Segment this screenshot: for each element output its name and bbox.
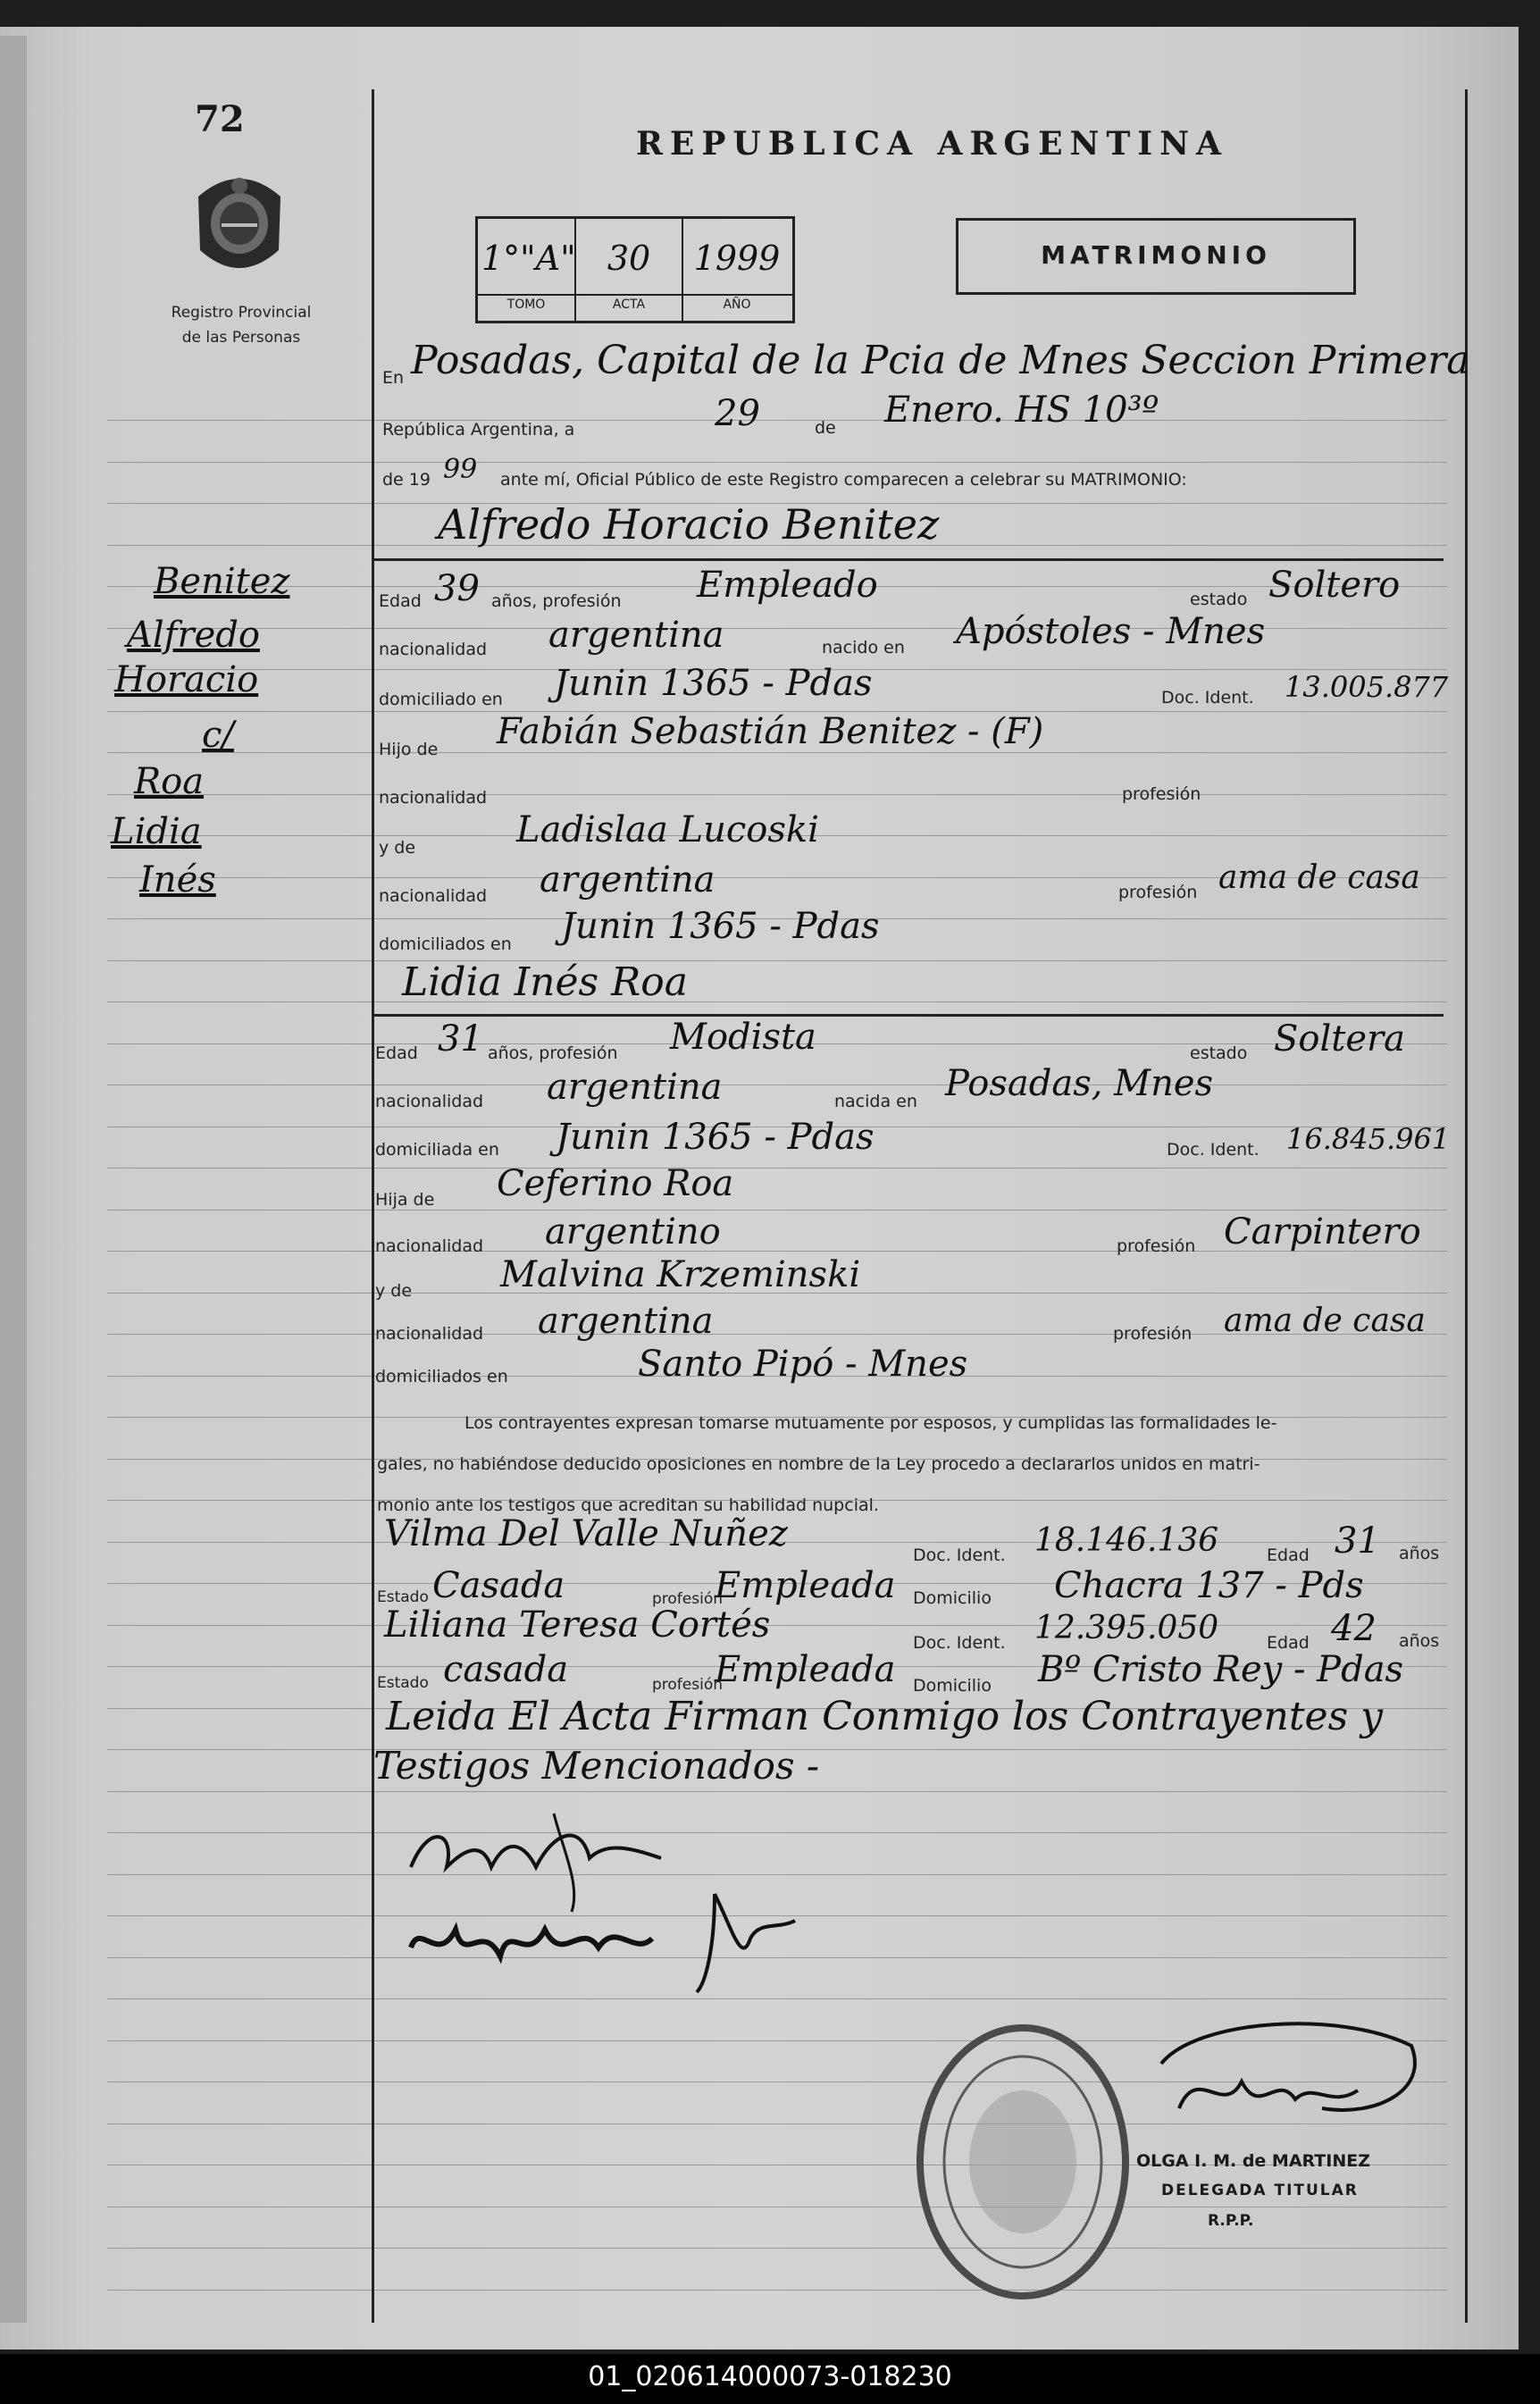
bride-nacionalidad: argentina	[547, 1067, 723, 1108]
witness-2-domicilio: Bº Cristo Rey - Pdas	[1038, 1649, 1404, 1690]
bride-madre: Malvina Krzeminski	[500, 1254, 861, 1295]
witness-1-anos-label: años	[1399, 1544, 1440, 1563]
margin-name: Lidia	[111, 811, 202, 852]
legal-text-line-2: gales, no habiéndose deducido oposiciones en nombre de la Ley procedo a declararlos unidos en matri-	[377, 1454, 1260, 1474]
witness-2-doc: 12.395.050	[1034, 1610, 1219, 1646]
groom-yde-label: y de	[379, 838, 416, 858]
record-box	[475, 216, 795, 323]
groom-nac-madre-label: nacionalidad	[379, 886, 488, 906]
bride-domicilio-label: domiciliada en	[375, 1140, 499, 1160]
witness-1-domicilio: Chacra 137 - Pds	[1054, 1565, 1364, 1606]
groom-edad: 39	[434, 568, 480, 609]
bride-domicilio: Junin 1365 - Pdas	[556, 1117, 875, 1158]
witness-1-name: Vilma Del Valle Nuñez	[384, 1513, 788, 1554]
legal-text-line-1: Los contrayentes expresan tomarse mutuamente por esposos, y cumplidas las formalidades le-	[465, 1413, 1277, 1433]
margin-name: Roa	[134, 761, 205, 802]
bride-dom-padres: Santo Pipó - Mnes	[638, 1344, 968, 1385]
act-type: MATRIMONIO	[1041, 240, 1271, 270]
year-prefix: de 19	[382, 470, 431, 490]
groom-domicilio: Junin 1365 - Pdas	[554, 663, 873, 704]
bride-nac-madre-label: nacionalidad	[375, 1324, 484, 1344]
coat-of-arms-icon	[189, 161, 289, 286]
groom-nacionalidad-label: nacionalidad	[379, 640, 488, 659]
contracting-parties-signatures	[375, 1796, 875, 2010]
official-signature	[1143, 2010, 1429, 2144]
bride-nacionalidad-label: nacionalidad	[375, 1092, 484, 1111]
ruled-line	[107, 462, 1447, 463]
witness-2-edad-label: Edad	[1267, 1633, 1310, 1653]
ruled-line	[107, 1625, 1447, 1626]
witness-1-edad-label: Edad	[1267, 1545, 1310, 1565]
filename-bar	[0, 2354, 1540, 2404]
filename: 01_020614000073-018230	[588, 2361, 952, 2392]
record-box-label-rule	[478, 294, 792, 296]
official-title: DELEGADA TITULAR	[1161, 2182, 1359, 2199]
groom-nacionalidad: argentina	[548, 615, 724, 656]
ruled-line	[107, 752, 1447, 753]
bride-anos-profesion-label: años, profesión	[488, 1043, 618, 1063]
official-office: R.P.P.	[1208, 2212, 1254, 2230]
witness-1-profesion: Empleada	[715, 1565, 896, 1606]
bride-padre: Ceferino Roa	[497, 1163, 734, 1204]
closing-line-1: Leida El Acta Firman Conmigo los Contrayentes y	[386, 1694, 1384, 1739]
groom-nacido: Apóstoles - Mnes	[956, 611, 1266, 652]
groom-name: Alfredo Horacio Benitez	[438, 500, 940, 549]
republic-label: República Argentina, a	[382, 420, 575, 440]
bride-doc: 16.845.961	[1286, 1122, 1451, 1156]
ruled-line	[107, 420, 1447, 421]
witness-2-estado-label: Estado	[377, 1674, 429, 1692]
groom-hijo-label: Hijo de	[379, 740, 439, 759]
groom-doc-label: Doc. Ident.	[1161, 688, 1254, 708]
witness-1-edad: 31	[1335, 1520, 1380, 1562]
bride-doc-label: Doc. Ident.	[1167, 1140, 1260, 1160]
margin-name: c/	[202, 715, 234, 756]
right-border	[1465, 89, 1468, 2323]
tomo-value: 1°"A"	[481, 239, 576, 278]
country-title: REPUBLICA ARGENTINA	[636, 125, 1228, 163]
margin-name: Inés	[139, 859, 216, 900]
ruled-line	[107, 1001, 1447, 1002]
legal-text-line-3: monio ante los testigos que acreditan su habilidad nupcial.	[377, 1495, 879, 1515]
bride-prof-madre-label: profesión	[1113, 1324, 1193, 1344]
ruled-line	[107, 2290, 1447, 2291]
groom-madre: Ladislaa Lucoski	[516, 809, 819, 850]
witness-1-profesion-label: profesión	[652, 1590, 724, 1608]
witness-2-anos-label: años	[1399, 1631, 1440, 1651]
witness-2-estado: casada	[443, 1649, 569, 1690]
witness-2-name: Liliana Teresa Cortés	[384, 1604, 771, 1646]
groom-anos-profesion-label: años, profesión	[491, 591, 622, 611]
tomo-label: TOMO	[506, 297, 546, 312]
registry-line-1: Registro Provincial	[171, 304, 312, 322]
bride-nacida: Posadas, Mnes	[945, 1063, 1214, 1104]
ano-label: AÑO	[723, 297, 751, 312]
bride-nacida-label: nacida en	[834, 1092, 917, 1111]
groom-estado-label: estado	[1190, 590, 1248, 609]
groom-dom-padres: Junin 1365 - Pdas	[561, 906, 880, 947]
ano-value: 1999	[693, 239, 781, 278]
bride-prof-madre: ama de casa	[1224, 1303, 1426, 1339]
margin-name: Benitez	[154, 561, 290, 602]
groom-section-divider	[372, 558, 1444, 561]
witness-2-doc-label: Doc. Ident.	[913, 1633, 1006, 1653]
act-type-box	[956, 218, 1356, 295]
year-suffix: 99	[443, 454, 478, 485]
bride-estado: Soltera	[1274, 1018, 1405, 1060]
groom-profesion: Empleado	[697, 565, 878, 606]
bride-prof-padre-label: profesión	[1117, 1236, 1196, 1256]
groom-nac-madre: argentina	[540, 859, 716, 900]
bride-nac-padre: argentino	[545, 1211, 721, 1252]
intro-month-time: Enero. HS 10³º	[884, 389, 1159, 431]
bride-yde-label: y de	[375, 1281, 413, 1301]
groom-prof-madre-label: profesión	[1118, 883, 1198, 902]
bride-profesion: Modista	[670, 1017, 816, 1058]
groom-nacido-label: nacido en	[822, 638, 905, 658]
groom-edad-label: Edad	[379, 591, 422, 611]
groom-prof-madre: ama de casa	[1218, 859, 1420, 896]
groom-domicilio-label: domiciliado en	[379, 690, 503, 709]
witness-1-domicilio-label: Domicilio	[913, 1588, 992, 1608]
witness-1-doc-label: Doc. Ident.	[913, 1545, 1006, 1565]
witness-2-edad: 42	[1331, 1608, 1377, 1649]
acta-label: ACTA	[612, 297, 646, 312]
official-seal-icon	[911, 2019, 1134, 2305]
ruled-line	[107, 960, 1447, 961]
bride-estado-label: estado	[1190, 1043, 1248, 1063]
ruled-line	[107, 794, 1447, 795]
margin-name: Horacio	[114, 659, 259, 700]
declaration-text: ante mí, Oficial Público de este Registro comparecen a celebrar su MATRIMONIO:	[500, 470, 1187, 490]
groom-prof-padre-label: profesión	[1122, 784, 1201, 804]
groom-dom-padres-label: domiciliados en	[379, 934, 512, 954]
ruled-line	[107, 2248, 1447, 2249]
registry-line-2: de las Personas	[181, 329, 301, 347]
witness-2-domicilio-label: Domicilio	[913, 1676, 992, 1696]
bride-dom-padres-label: domiciliados en	[375, 1367, 508, 1386]
margin-name: Alfredo	[127, 615, 260, 656]
groom-doc: 13.005.877	[1285, 670, 1449, 704]
witness-1-estado: Casada	[432, 1565, 565, 1606]
acta-value: 30	[607, 239, 651, 278]
groom-padre: Fabián Sebastián Benitez - (F)	[497, 711, 1044, 752]
bride-nac-padre-label: nacionalidad	[375, 1236, 484, 1256]
bride-name: Lidia Inés Roa	[402, 959, 688, 1005]
page-binding-edge	[0, 36, 27, 2323]
bride-nac-madre: argentina	[538, 1301, 714, 1342]
official-name: OLGA I. M. de MARTINEZ	[1136, 2151, 1370, 2171]
witness-1-doc: 18.146.136	[1034, 1522, 1219, 1559]
groom-estado: Soltero	[1268, 565, 1401, 606]
closing-line-2: Testigos Mencionados -	[373, 1744, 820, 1788]
intro-place: Posadas, Capital de la Pcia de Mnes Seccion Primera	[411, 338, 1470, 383]
witness-1-estado-label: Estado	[377, 1588, 429, 1606]
ruled-line	[107, 1791, 1447, 1792]
groom-nac-padre-label: nacionalidad	[379, 788, 488, 808]
de-label: de	[815, 418, 836, 438]
intro-day: 29	[715, 393, 760, 434]
bride-prof-padre: Carpintero	[1224, 1211, 1421, 1252]
page-number: 72	[195, 98, 245, 140]
bride-edad: 31	[438, 1018, 483, 1060]
bride-edad-label: Edad	[375, 1043, 418, 1063]
witness-2-profesion: Empleada	[715, 1649, 896, 1690]
witness-2-profesion-label: profesión	[652, 1676, 724, 1694]
bride-section-divider	[372, 1014, 1444, 1017]
en-label: En	[382, 368, 405, 388]
bride-hija-label: Hija de	[375, 1190, 435, 1210]
margin-divider	[372, 89, 374, 2323]
